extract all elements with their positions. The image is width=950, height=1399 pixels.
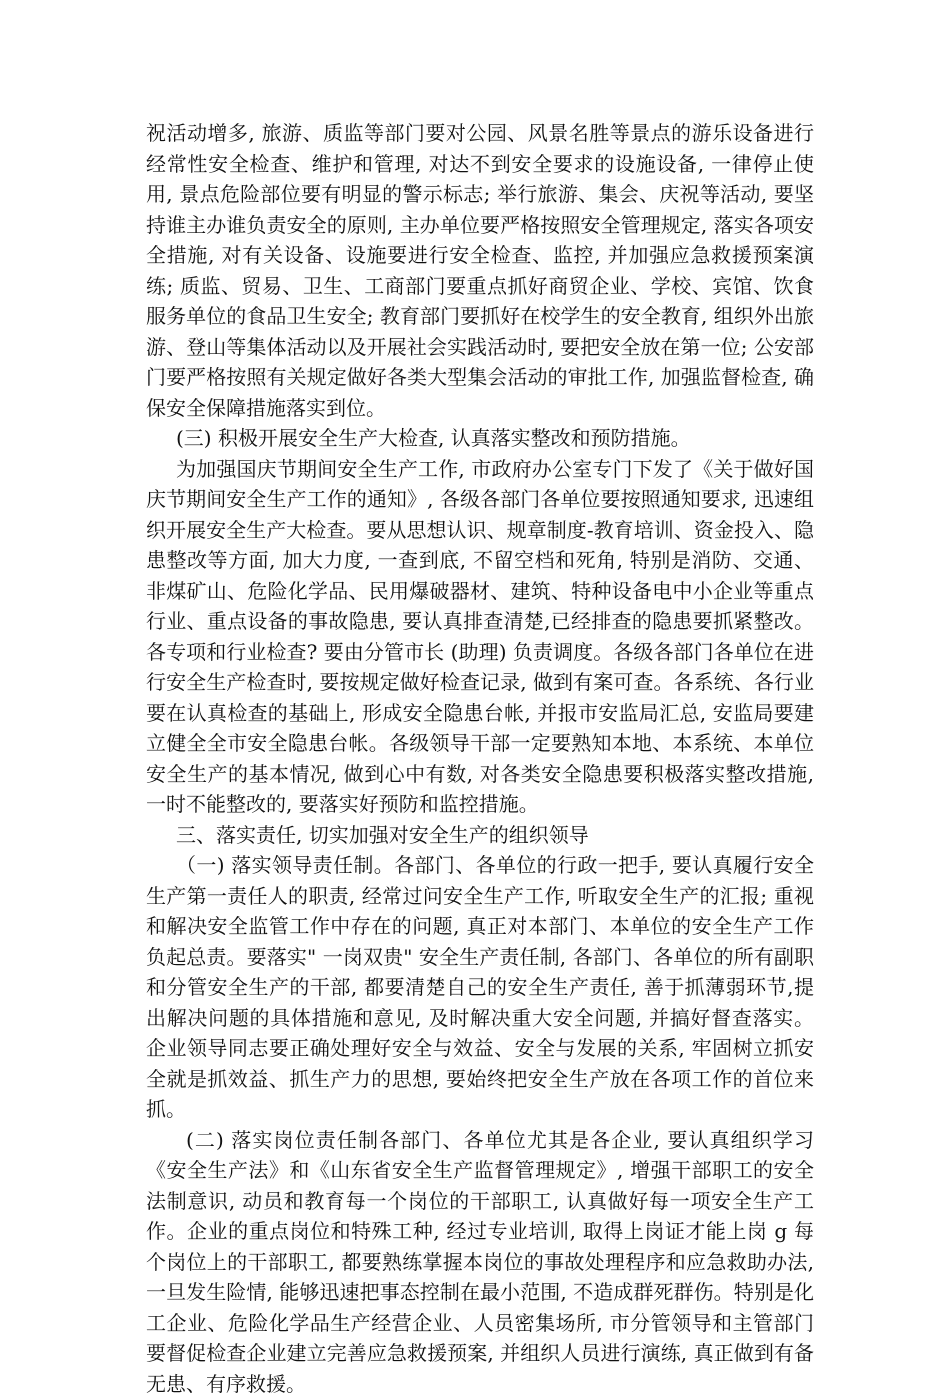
section-heading-3: 三、落实责任, 切实加强对安全生产的组织领导 — [146, 820, 814, 851]
paragraph-6: (二) 落实岗位责任制各部门、各单位尤其是各企业, 要认真组织学习《安全生产法》和《山东省安全生产监督管理规定》, 增强干部职工的安全法制意识, 动员和教育每一个岗位的干部职工, 认真做好每一项安全生产工作。企业的重点岗位和特殊工种, 经过专业培训, 取得上岗证才能上岗 g 每个岗位上的干部职工, 都要熟练掌握本岗位的事故处理程序和应急救助办法, 一旦发生险情, 能够迅速把事态控制在最小范围, 不造成群死群伤。特别是化工企业、危险化学品生产经营企业、人员密集场所, 市分管领导和主管部门要督促检查企业建立完善应急救援预案, 并组织人员进行演练, 真正做到有备无患、有序救援。 — [146, 1125, 814, 1399]
document-body — [146, 118, 814, 1399]
paragraph-2-heading: (三) 积极开展安全生产大检查, 认真落实整改和预防措施。 — [146, 423, 814, 454]
paragraph-3: 为加强国庆节期间安全生产工作, 市政府办公室专门下发了《关于做好国庆节期间安全生产工作的通知》, 各级各部门各单位要按照通知要求, 迅速组织开展安全生产大检查。要从思想认识、规章制度-教育培训、资金投入、隐患整改等方面, 加大力度, 一查到底, 不留空档和死角, 特别是消防、交通、非煤矿山、危险化学品、民用爆破器材、建筑、特种设备电中小企业等重点行业、重点设备的事故隐患, 要认真排查清楚,已经排查的隐患要抓紧整改。各专项和行业检查? 要由分管市长 (助理) 负责调度。各级各部门各单位在进行安全生产检查时, 要按规定做好检查记录, 做到有案可查。各系统、各行业要在认真检查的基础上, 形成安全隐患台帐, 并报市安监局汇总, 安监局要建立健全全市安全隐患台帐。各级领导干部一定要熟知本地、本系统、本单位安全生产的基本情况, 做到心中有数, 对各类安全隐患要积极落实整改措施, 一时不能整改的, 要落实好预防和监控措施。 — [146, 454, 814, 820]
paragraph-1: 祝活动增多, 旅游、质监等部门要对公园、风景名胜等景点的游乐设备进行经常性安全检查、维护和管理, 对达不到安全要求的设施设备, 一律停止使用, 景点危险部位要有明显的警示标志; 举行旅游、集会、庆祝等活动, 要坚持谁主办谁负责安全的原则, 主办单位要严格按照安全管理规定, 落实各项安全措施, 对有关设备、设施要进行安全检查、监控, 并加强应急救援预案演练; 质监、贸易、卫生、工商部门要重点抓好商贸企业、学校、宾馆、饮食服务单位的食品卫生安全; 教育部门要抓好在校学生的安全教育, 组织外出旅游、登山等集体活动以及开展社会实践活动时, 要把安全放在第一位; 公安部门要严格按照有关规定做好各类大型集会活动的审批工作, 加强监督检查, 确保安全保障措施落实到位。 — [146, 118, 814, 423]
paragraph-5: （一) 落实领导责任制。各部门、各单位的行政一把手, 要认真履行安全生产第一责任人的职责, 经常过问安全生产工作, 听取安全生产的汇报; 重视和解决安全监管工作中存在的问题, 真正对本部门、本单位的安全生产工作负起总责。要落实" 一岗双贵" 安全生产责任制, 各部门、各单位的所有副职和分管安全生产的干部, 都要清楚自己的安全生产责任, 善于抓薄弱环节,提出解决问题的具体措施和意见, 及时解决重大安全问题, 并搞好督查落实。 企业领导同志要正确处理好安全与效益、安全与发展的关系, 牢固树立抓安全就是抓效益、抓生产力的思想, 要始终把安全生产放在各项工作的首位来抓。 — [146, 850, 814, 1125]
